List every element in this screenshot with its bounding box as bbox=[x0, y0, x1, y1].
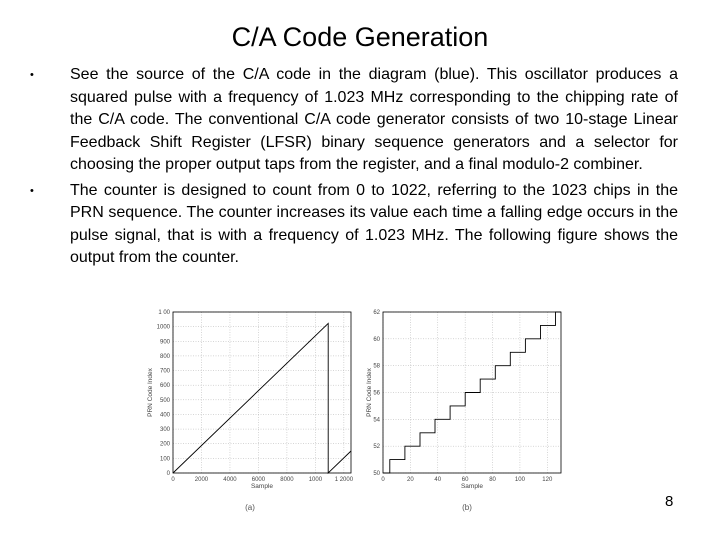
chart-2-y-tick-label: 62 bbox=[373, 310, 380, 316]
chart-1-x-axis-label: Sample bbox=[250, 483, 274, 490]
chart-2-caption: (b) bbox=[462, 503, 472, 512]
chart-1-y-tick-label: 500 bbox=[159, 397, 170, 404]
chart-2-y-tick-label: 50 bbox=[373, 471, 380, 477]
chart-1-y-tick-label: 1000 bbox=[156, 324, 170, 331]
chart-1-x-tick-label: 1000 bbox=[308, 477, 323, 483]
bullet-list bbox=[30, 64, 678, 273]
chart-2-x-tick-label: 20 bbox=[407, 477, 414, 483]
chart-1-y-tick-label: 900 bbox=[159, 339, 170, 346]
chart-1-x-tick-label: 1 2000 bbox=[334, 477, 354, 483]
chart-1-y-tick-label: 300 bbox=[159, 427, 170, 434]
bullet-item bbox=[30, 64, 678, 177]
chart-1-x-tick-label: 8000 bbox=[280, 477, 294, 483]
chart-2-x-tick-label: 120 bbox=[542, 477, 553, 483]
chart-2-y-tick-label: 54 bbox=[373, 417, 380, 424]
chart-2-y-tick-label: 58 bbox=[373, 363, 380, 370]
bullet-text: The counter is designed to count from 0 to 1022, referring to the 1023 chips in the PRN sequence. The counter increases its value each time a falling edge occurs in the pulse signal, that is with a frequency of 1.023 MHz. The following figure shows the output from the counter. bbox=[70, 181, 678, 266]
chart-2-x-tick-label: 40 bbox=[434, 477, 442, 483]
chart-1-x-tick-label: 2000 bbox=[194, 477, 209, 483]
chart-1-x-tick-label: 0 bbox=[171, 477, 175, 483]
chart-1-frame bbox=[173, 312, 351, 473]
chart-1-y-tick-label: 0 bbox=[166, 471, 170, 477]
bullet-text: See the source of the C/A code in the diagram (blue). This oscillator produces a squared pulse with a frequency of 1.023 MHz corresponding to the chipping rate of the C/A code. The conventional C/A code generator consists of two 10-stage Linear Feedback Shift Register (LFSR) binary sequence generators and a selector for choosing the proper output taps from the register, and a final modulo-2 combiner. bbox=[70, 66, 678, 173]
chart-2-x-tick-label: 60 bbox=[461, 477, 469, 483]
chart-1-y-tick-label: 700 bbox=[159, 368, 170, 375]
counter-output-figure-svg bbox=[140, 300, 575, 515]
chart-2-y-tick-label: 52 bbox=[373, 444, 380, 451]
slide-title: C/A Code Generation bbox=[231, 22, 489, 52]
chart-2-y-axis-label: PRN Code Index bbox=[366, 368, 373, 417]
chart-2-y-tick-label: 60 bbox=[373, 336, 380, 343]
chart-1-y-tick-label: 1 00 bbox=[158, 310, 170, 316]
bullet-icon: • bbox=[30, 184, 34, 197]
chart-1-y-tick-label: 600 bbox=[159, 383, 170, 390]
bullet-icon: • bbox=[30, 69, 34, 81]
chart-1-x-tick-label: 6000 bbox=[251, 477, 266, 483]
chart-1-y-tick-label: 100 bbox=[159, 456, 170, 463]
counter-output-figure bbox=[140, 300, 575, 515]
chart-2-x-tick-label: 100 bbox=[514, 477, 525, 483]
chart-2-series-line bbox=[383, 312, 561, 473]
chart-1-y-tick-label: 800 bbox=[159, 353, 170, 360]
chart-1-y-tick-label: 400 bbox=[159, 412, 170, 419]
chart-1-x-tick-label: 4000 bbox=[223, 477, 237, 483]
bullet-item bbox=[30, 180, 678, 270]
chart-1-y-axis-label: PRN Code Index bbox=[147, 368, 154, 417]
chart-2-x-axis-label: Sample bbox=[460, 483, 484, 490]
chart-2-x-tick-label: 0 bbox=[381, 477, 385, 483]
chart-2-y-tick-label: 56 bbox=[373, 390, 380, 397]
chart-1-series-line bbox=[173, 323, 351, 473]
chart-1-caption: (a) bbox=[245, 503, 255, 512]
chart-1-y-tick-label: 200 bbox=[159, 441, 170, 448]
slide-number: 8 bbox=[665, 493, 674, 510]
chart-2-x-tick-label: 80 bbox=[489, 477, 496, 483]
